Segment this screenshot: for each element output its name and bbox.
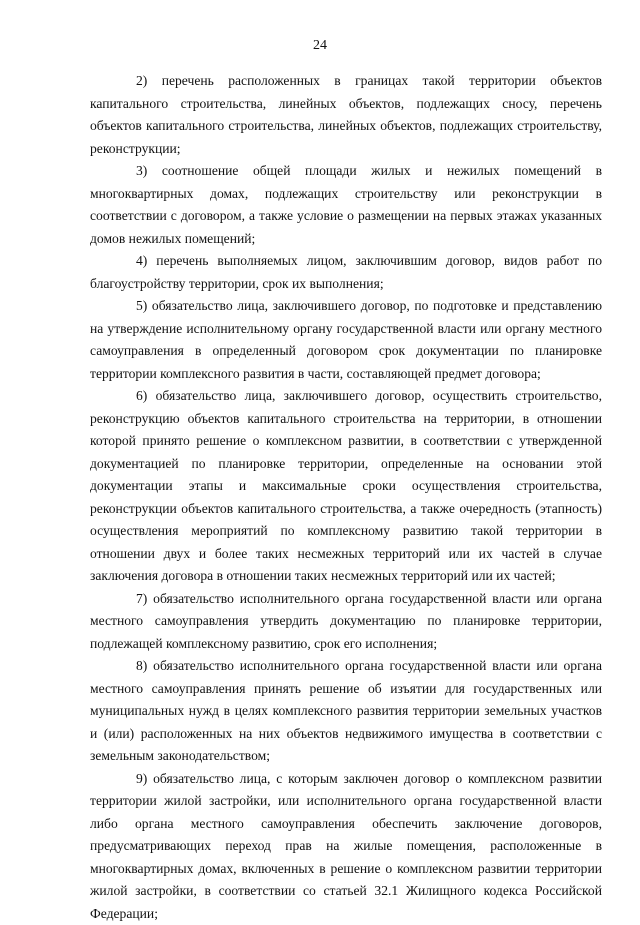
paragraph-item-9: 9) обязательство лица, с которым заключен договор о комплексном развитии территории жилой застройки, или исполнительного органа государственной власти либо органа местного самоуправления обеспечить заключение договоров, предусматривающих переход прав на жилые помещения, расположенные в многоквартирных домах, включенных в решение о комплексном развитии территории жилой застройки, в соответствии со статьей 32.1 Жилищного кодекса Российской Федерации; [90,768,602,925]
paragraph-item-5: 5) обязательство лица, заключившего договор, по подготовке и представлению на утверждение исполнительному органу государственной власти или органу местного самоуправления в определенный договором срок документации по планировке территории комплексного развития в части, составляющей предмет договора; [90,295,602,385]
paragraph-item-2: 2) перечень расположенных в границах такой территории объектов капитального строительства, линейных объектов, подлежащих сносу, перечень объектов капитального строительства, линейных объектов, подлежащих строительству, реконструкции; [90,70,602,160]
paragraph-item-6: 6) обязательство лица, заключившего договор, осуществить строительство, реконструкцию объектов капитального строительства на территории, в отношении которой принято решение о комплексном развитии, в соответствии с утвержденной документацией по планировке территории, определенные на основании этой документации этапы и максимальные сроки осуществления строительства, реконструкции объектов капитального строительства, а также очередность (этапность) осуществления мероприятий по комплексному развитию такой территории в отношении двух и более таких несмежных территорий или их частей в случае заключения договора в отношении таких несмежных территорий или их частей; [90,385,602,588]
paragraph-item-3: 3) соотношение общей площади жилых и нежилых помещений в многоквартирных домах, подлежащих строительству или реконструкции в соответствии с договором, а также условие о размещении на первых этажах указанных домов нежилых помещений; [90,160,602,250]
paragraph-item-4: 4) перечень выполняемых лицом, заключившим договор, видов работ по благоустройству территории, срок их выполнения; [90,250,602,295]
paragraph-item-7: 7) обязательство исполнительного органа государственной власти или органа местного самоуправления утвердить документацию по планировке территории, подлежащей комплексному развитию, срок его исполнения; [90,588,602,656]
document-body [90,70,602,925]
page-number: 24 [0,38,640,54]
paragraph-item-8: 8) обязательство исполнительного органа государственной власти или органа местного самоуправления принять решение об изъятии для государственных или муниципальных нужд в целях комплексного развития территории земельных участков и (или) расположенных на них объектов недвижимого имущества в соответствии с земельным законодательством; [90,655,602,768]
